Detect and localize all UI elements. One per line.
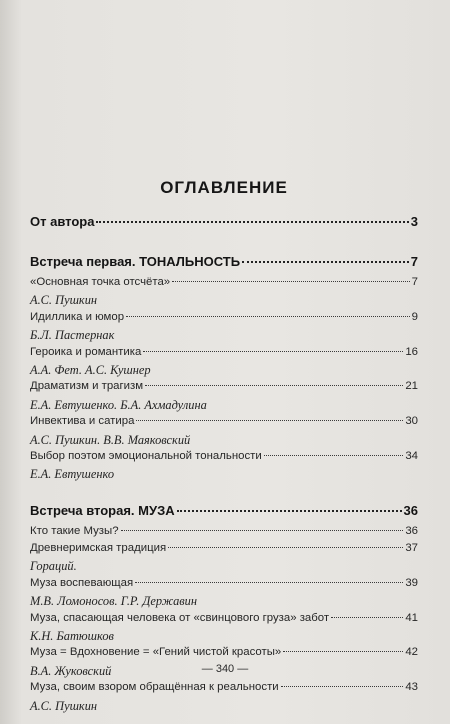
toc-entry [30,542,418,559]
page-number: — 340 — [201,663,249,675]
toc-entry-label: Древнеримская традиция [30,542,167,555]
toc-entry-label: Муза = Вдохновение = «Гений чистой красоты» [30,646,282,659]
toc-entry [30,612,418,629]
toc-author [30,433,418,450]
toc-list [30,214,418,716]
toc-page-number: 41 [405,611,418,624]
toc-author [30,699,418,716]
toc-entry [30,346,418,363]
toc-author-name: Е.А. Евтушенко. Б.А. Ахмадулина [30,397,207,412]
toc-page-number: 7 [411,276,418,288]
toc-page-number: 7 [410,254,418,269]
toc-author-name: А.С. Пушкин. В.В. Маяковский [30,432,191,447]
toc-page-number: 21 [405,380,418,393]
toc-author [30,363,418,380]
toc-entry [30,380,418,397]
toc-author-name: В.А. Жуковский [30,663,112,678]
toc-page-number: 34 [405,449,418,462]
toc-page-number: 16 [405,345,418,358]
dot-leader [242,261,409,263]
dot-leader [145,385,403,386]
dot-leader [168,547,403,548]
toc-author-name: Е.А. Евтушенко [30,467,115,482]
toc-page-number: 36 [405,524,418,537]
toc-entry-label: Выбор поэтом эмоциональной тональности [30,449,262,462]
dot-leader [121,530,404,531]
toc-entry [30,276,418,293]
toc-page-number: 36 [403,502,418,518]
dot-leader [143,351,403,352]
spacer [30,485,418,503]
toc-entry [30,311,418,328]
dot-leader [96,221,408,223]
toc-page-number: 3 [410,214,418,229]
dot-leader [283,651,403,652]
toc-author [30,629,418,646]
toc-page-number: 30 [405,415,418,428]
dot-leader [172,281,410,282]
toc-entry-label: От автора [30,214,95,229]
toc-page-number: 39 [405,576,418,589]
toc-entry [30,450,418,467]
toc-entry [30,415,418,432]
toc-entry-label: «Основная точка отсчёта» [30,276,171,288]
toc-entry-label: Инвектива и сатира [30,415,135,428]
toc-author-name: А.С. Пушкин [30,698,98,713]
toc-author [30,559,418,576]
table-of-contents [30,178,418,716]
toc-page-number: 9 [411,310,418,323]
dot-leader [331,617,403,618]
toc-entry-label: Муза, спасающая человека от «свинцового груза» забот [30,611,330,624]
toc-entry-label: Драматизм и трагизм [30,380,144,393]
toc-entry [30,646,418,663]
dot-leader [281,686,404,687]
toc-entry-label: Идиллика и юмор [30,310,125,323]
toc-author [30,594,418,611]
toc-page-number: 37 [405,542,418,555]
toc-author-name: Гораций. [30,559,77,574]
toc-author [30,467,418,484]
dot-leader [177,510,402,512]
toc-author-name: А.С. Пушкин [30,293,98,308]
toc-author-name: М.В. Ломоносов. Г.Р. Державин [30,594,197,609]
toc-entry [30,681,418,698]
toc-page-number: 43 [405,681,418,694]
toc-entry-label: Муза воспевающая [30,576,134,589]
toc-entry-label: Героика и романтика [30,345,142,358]
toc-section-entry [30,254,418,276]
toc-title: ОГЛАВЛЕНИЕ [160,178,288,197]
toc-author [30,398,418,415]
toc-entry-label: Встреча вторая. МУЗА [30,502,175,518]
toc-entry-label: Встреча первая. ТОНАЛЬНОСТЬ [30,254,241,269]
toc-entry [30,525,418,542]
toc-entry-label: Кто такие Музы? [30,524,119,537]
toc-section-entry [30,214,418,236]
toc-author [30,328,418,345]
toc-author-name: Б.Л. Пастернак [30,328,115,343]
toc-author-name: А.А. Фет. А.С. Кушнер [30,362,151,377]
toc-entry [30,577,418,594]
toc-section-entry [30,503,418,525]
dot-leader [136,420,403,421]
dot-leader [135,582,403,583]
dot-leader [126,316,410,317]
spacer [30,236,418,254]
toc-author [30,293,418,310]
dot-leader [264,455,404,456]
toc-page-number: 42 [405,646,418,659]
toc-entry-label: Муза, своим взором обращённая к реальности [30,681,279,694]
toc-author-name: К.Н. Батюшков [30,629,114,644]
